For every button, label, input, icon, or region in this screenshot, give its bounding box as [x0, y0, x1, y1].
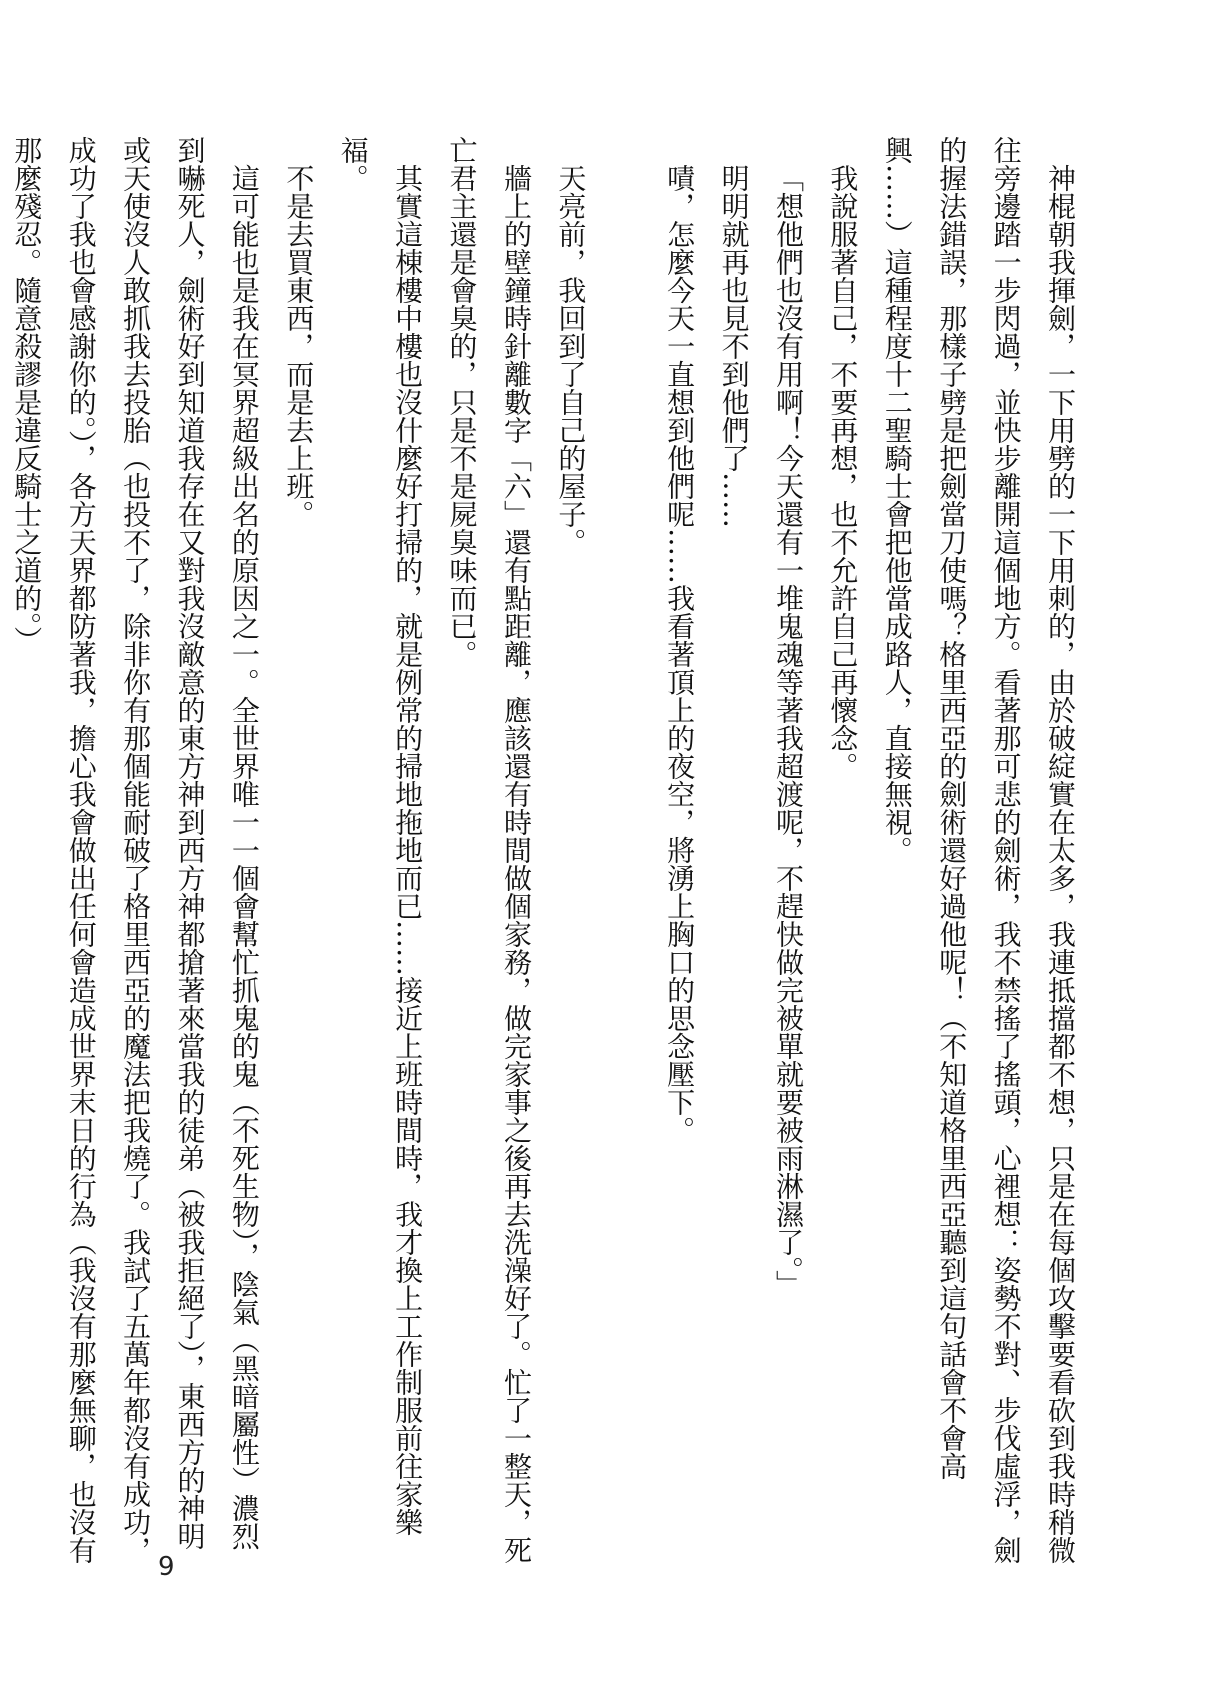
paragraph-6: 天亮前，我回到了自己的屋子。 — [554, 164, 588, 556]
paragraph-8: 其實這棟樓中樓也沒什麼好打掃的，就是例常的掃地拖地而已……接近上班時間時，我才換上工作制服前往家樂福。 — [336, 136, 425, 1536]
paragraph-3: 「想他們也沒有用啊！今天還有一堆鬼魂等著我超渡呢，不趕快做完被單就要被雨淋濕了。」 — [771, 164, 805, 1298]
paragraph-1: 神棍朝我揮劍，一下用劈的一下用刺的，由於破綻實在太多，我連抵擋都不想，只是在每個攻擊要看砍到我時稍微往旁邊踏一步閃過，並快步離開這個地方。看著那可悲的劍術，我不禁搖了搖頭，心裡想：姿勢不對、步伐虛浮，劍的握法錯誤，那樣子劈是把劍當刀使嗎？格里西亞的劍術還好過他呢！（不知道格里西亞聽到這句話會不會高興……）這種程度十二聖騎士會把他當成路人，直接無視。 — [880, 136, 1077, 1564]
paragraph-4: 明明就再也見不到他們了…… — [717, 164, 751, 528]
blank-line — [597, 136, 651, 1572]
page-number: 9 — [158, 1552, 175, 1582]
vertical-text-body — [0, 136, 1087, 1572]
paragraph-10: 這可能也是我在冥界超級出名的原因之一。全世界唯一一個會幫忙抓鬼的鬼（不死生物），陰氣（黑暗屬性）濃烈到嚇死人，劍術好到知道我存在又對我沒敵意的東方神到西方神都搶著來當我的徒弟（被我拒絕了），東西方的神明或天使沒人敢抓我去投胎（也投不了，除非你有那個能耐破了格里西亞的魔法把我燒了。我試了五萬年都沒有成功，成功了我也會感謝你的。），各方天界都防著我，擔心我會做出任何會造成世界末日的行為（我沒有那麼無聊，也沒有那麼殘忍。隨意殺謬是違反騎士之道的。） — [10, 136, 261, 1564]
paragraph-7: 牆上的壁鐘時針離數字「六」還有點距離，應該還有時間做個家務，做完家事之後再去洗澡好了。忙了一整天，死亡君主還是會臭的，只是不是屍臭味而已。 — [445, 136, 533, 1564]
paragraph-2: 我說服著自己，不要再想，也不允許自己再懷念。 — [826, 164, 860, 780]
paragraph-5: 嘖，怎麼今天一直想到他們呢……我看著頂上的夜空，將湧上胸口的思念壓下。 — [663, 164, 697, 1144]
paragraph-9: 不是去買東西，而是去上班。 — [282, 164, 316, 528]
